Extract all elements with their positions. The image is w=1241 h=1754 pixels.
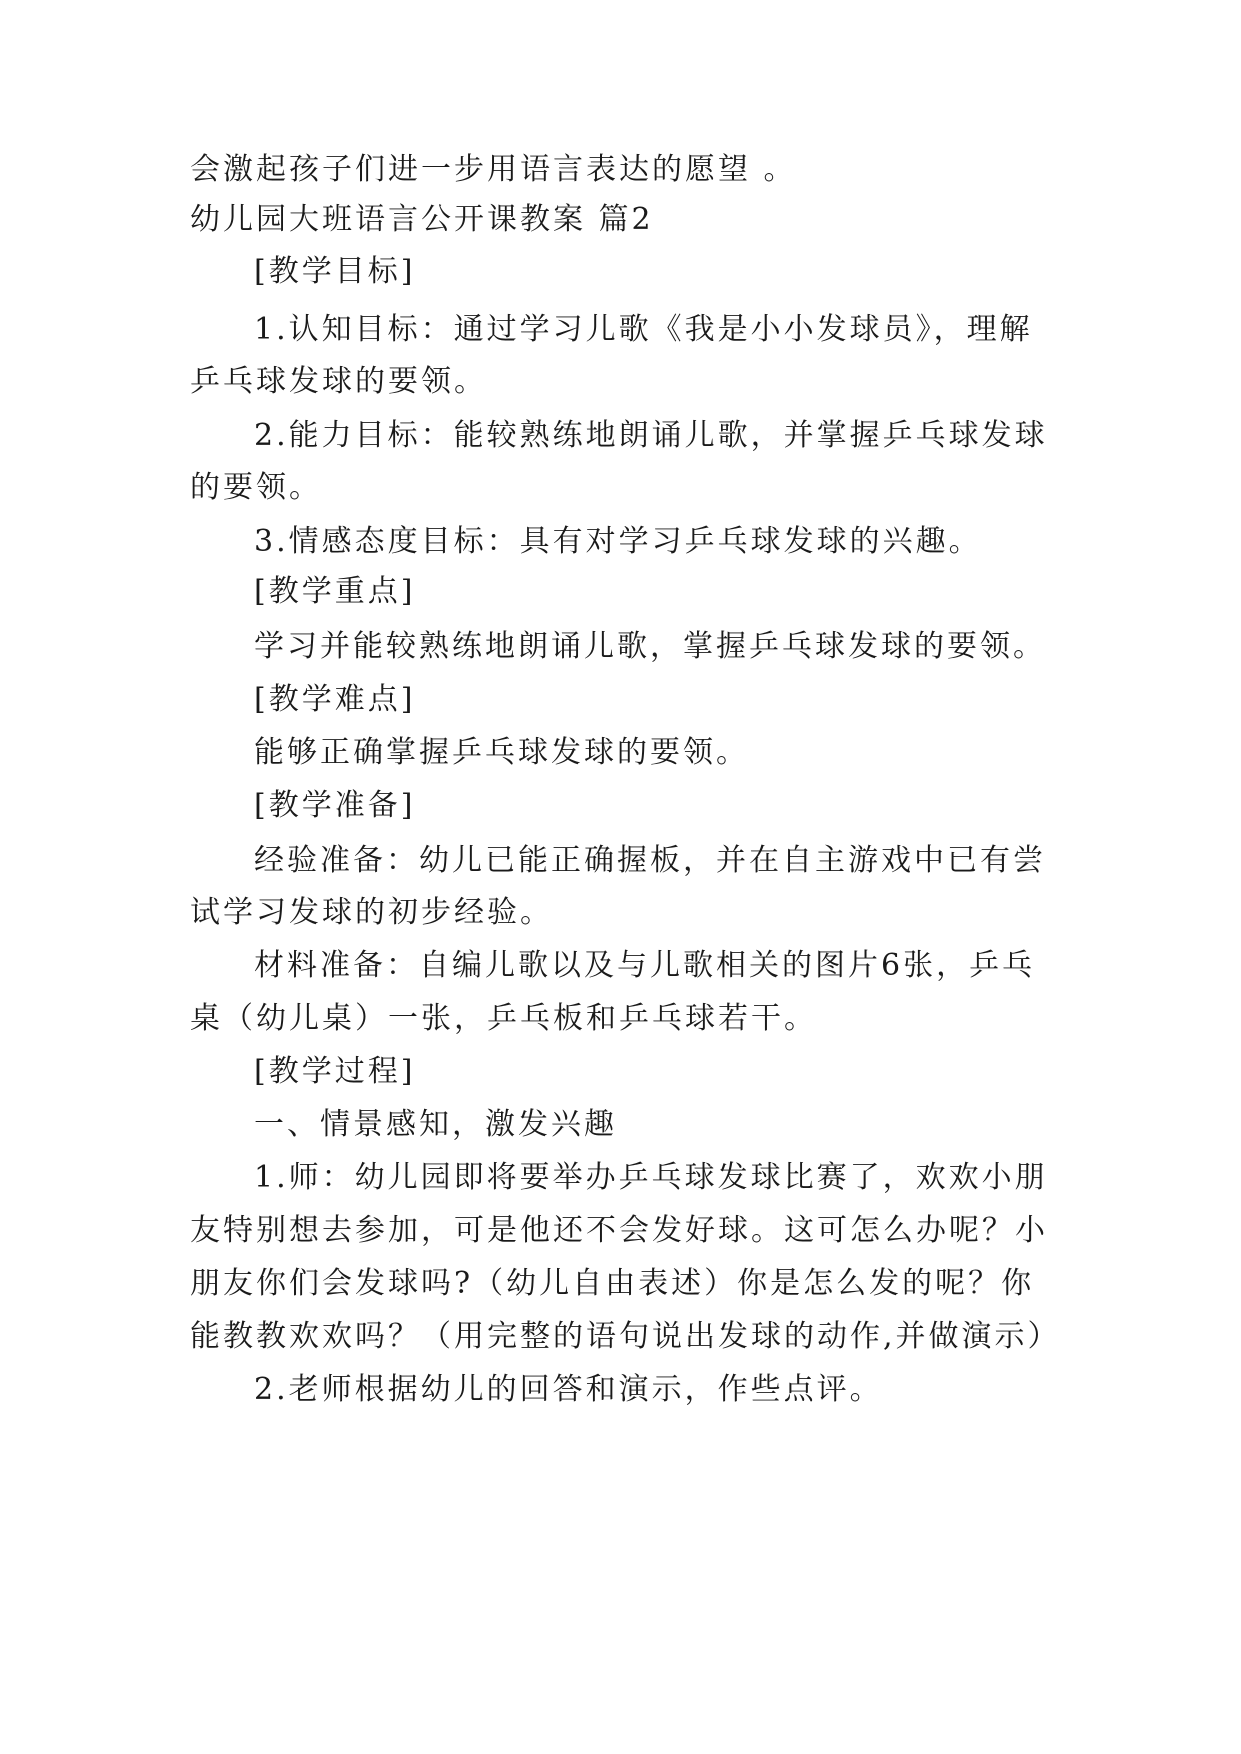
text-line: 一、情景感知，激发兴趣	[254, 1107, 617, 1142]
text-line: 的要领。	[190, 470, 322, 505]
text-line: 学习并能较熟练地朗诵儿歌，掌握乒乓球发球的要领。	[254, 629, 1046, 664]
subheading-key-points: [教学重点]	[254, 574, 416, 609]
subheading-difficulties: [教学难点]	[254, 682, 416, 717]
text-line: 能教教欢欢吗？（用完整的语句说出发球的动作,并做演示）	[190, 1319, 1061, 1354]
text-line: 友特别想去参加，可是他还不会发好球。这可怎么办呢？小	[190, 1213, 1048, 1248]
text-line: 能够正确掌握乒乓球发球的要领。	[254, 735, 749, 770]
text-line: 1.师：幼儿园即将要举办乒乓球发球比赛了，欢欢小朋	[254, 1160, 1048, 1195]
text-line: 桌（幼儿桌）一张，乒乓板和乒乓球若干。	[190, 1001, 817, 1036]
text-line: 2.能力目标：能较熟练地朗诵儿歌，并掌握乒乓球发球	[254, 418, 1048, 453]
text-line: 试学习发球的初步经验。	[190, 895, 553, 930]
text-line: 1.认知目标：通过学习儿歌《我是小小发球员》，理解	[254, 312, 1033, 347]
text-line: 经验准备：幼儿已能正确握板，并在自主游戏中已有尝	[254, 843, 1046, 878]
section-heading: 幼儿园大班语言公开课教案 篇2	[190, 202, 654, 237]
subheading-preparation: [教学准备]	[254, 788, 416, 823]
text-line: 乒乓球发球的要领。	[190, 364, 487, 399]
text-line: 材料准备：自编儿歌以及与儿歌相关的图片6张，乒乓	[254, 948, 1036, 983]
subheading-teaching-goals: [教学目标]	[254, 254, 416, 289]
text-line: 朋友你们会发球吗?（幼儿自由表述）你是怎么发的呢？你	[190, 1266, 1035, 1301]
text-line: 2.老师根据幼儿的回答和演示，作些点评。	[254, 1372, 883, 1407]
text-line: 3.情感态度目标：具有对学习乒乓球发球的兴趣。	[254, 524, 982, 559]
text-line: 会激起孩子们进一步用语言表达的愿望 。	[190, 152, 797, 187]
subheading-process: [教学过程]	[254, 1054, 416, 1089]
